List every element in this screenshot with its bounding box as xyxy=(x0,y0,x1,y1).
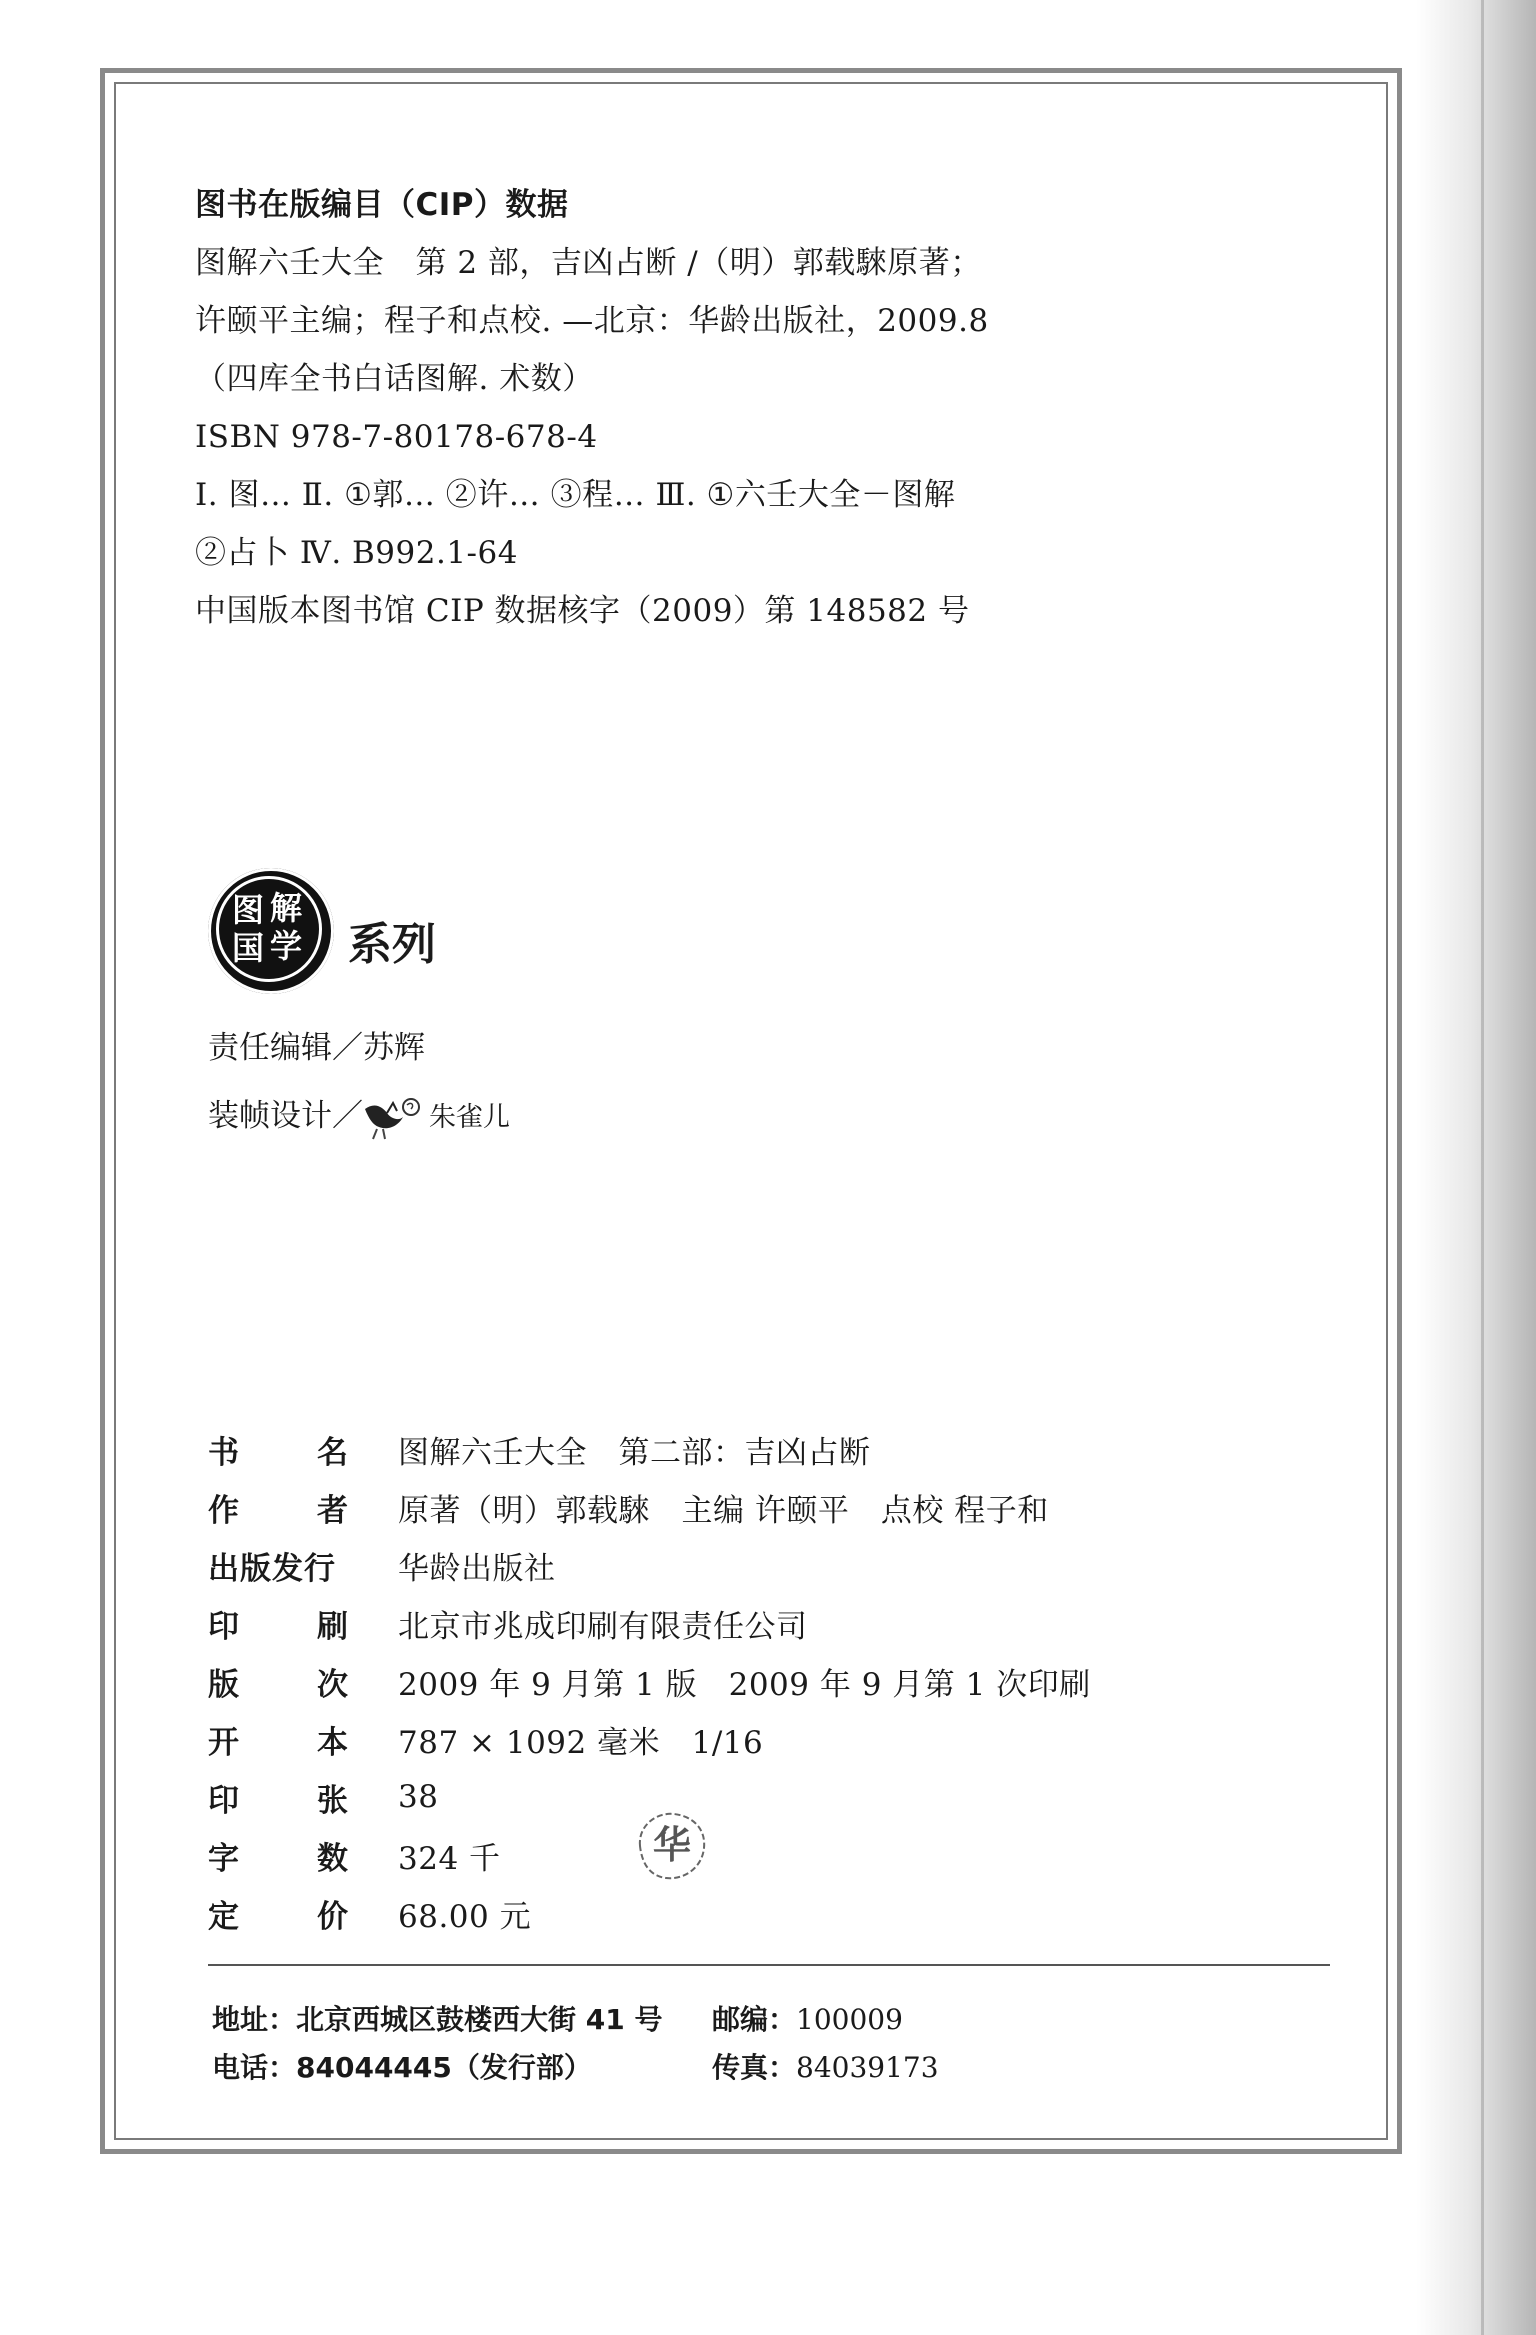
designer-prefix: 装帧设计／ xyxy=(208,1098,363,1134)
logo-char-1: 图 xyxy=(232,891,265,929)
cip-heading: 图书在版编目（CIP）数据 xyxy=(195,187,569,223)
info-value: 2009 年 9 月第 1 版 2009 年 9 月第 1 次印刷 xyxy=(398,1666,1091,1703)
svg-text:华: 华 xyxy=(652,1823,692,1867)
phone-value: 84044445（发行部） xyxy=(296,2051,592,2084)
cip-line-publisher: 许颐平主编；程子和点校. —北京：华龄出版社，2009.8 xyxy=(195,303,989,339)
info-value: 华龄出版社 xyxy=(398,1550,556,1587)
info-value: 68.00 元 xyxy=(398,1898,532,1935)
info-label: 版 次 xyxy=(208,1666,348,1703)
cip-line-title: 图解六壬大全 第 2 部，吉凶占断 /（明）郭载騋原著； xyxy=(195,245,982,281)
info-value: 图解六壬大全 第二部：吉凶占断 xyxy=(398,1434,871,1471)
address-label: 地址： xyxy=(212,2003,297,2036)
zip-line xyxy=(712,1998,903,2038)
info-label: 定 价 xyxy=(208,1898,348,1935)
cip-line-classification-2: ②占卜 Ⅳ. B992.1-64 xyxy=(195,535,518,571)
bird-logo-icon xyxy=(363,1095,429,1141)
info-label: 作 者 xyxy=(208,1492,348,1529)
fax-value: 84039173 xyxy=(796,2051,939,2084)
cip-line-isbn: ISBN 978-7-80178-678-4 xyxy=(195,419,598,455)
publisher-seal-icon xyxy=(622,1806,722,1886)
info-value: 38 xyxy=(398,1779,439,1815)
cip-line-classification: Ⅰ. 图… Ⅱ. ①郭… ②许… ③程… Ⅲ. ①六壬大全－图解 xyxy=(195,477,956,513)
phone-line xyxy=(212,2046,592,2086)
info-row-price xyxy=(208,1884,1091,1942)
info-value: 324 千 xyxy=(398,1840,501,1877)
info-value: 787 × 1092 毫米 1/16 xyxy=(398,1724,764,1761)
info-value: 北京市兆成印刷有限责任公司 xyxy=(398,1608,808,1645)
cip-line-series: （四库全书白话图解. 术数） xyxy=(195,361,594,397)
page-edge-line xyxy=(1481,0,1484,2335)
logo-char-4: 学 xyxy=(270,927,303,965)
fax-line xyxy=(712,2046,939,2086)
page-edge-shadow xyxy=(1416,0,1536,2335)
info-value: 原著（明）郭载騋 主编 许颐平 点校 程子和 xyxy=(398,1492,1049,1529)
info-label: 印 刷 xyxy=(208,1608,348,1645)
logo-char-2: 解 xyxy=(270,889,303,927)
info-row-publisher xyxy=(208,1536,1091,1594)
info-label: 字 数 xyxy=(208,1840,348,1877)
series-label: 系列 xyxy=(348,919,436,970)
fax-label: 传真： xyxy=(712,2051,797,2084)
designer-credit xyxy=(208,1090,510,1141)
phone-label: 电话： xyxy=(212,2051,297,2084)
zip-value: 100009 xyxy=(796,2003,903,2036)
cip-data-block xyxy=(195,176,989,640)
info-row-format xyxy=(208,1710,1091,1768)
info-label: 开 本 xyxy=(208,1724,348,1761)
cip-line-cip-number: 中国版本图书馆 CIP 数据核字（2009）第 148582 号 xyxy=(195,593,970,629)
info-label: 印 张 xyxy=(208,1782,348,1819)
info-row-author xyxy=(208,1478,1091,1536)
logo-char-3: 国 xyxy=(232,929,265,967)
designer-name: 朱雀儿 xyxy=(429,1102,510,1133)
address-line xyxy=(212,1998,662,2038)
address-value: 北京西城区鼓楼西大街 41 号 xyxy=(296,2003,663,2036)
info-row-printer xyxy=(208,1594,1091,1652)
info-row-title xyxy=(208,1420,1091,1478)
info-label: 书 名 xyxy=(208,1434,348,1471)
info-label: 出版发行 xyxy=(208,1550,336,1587)
editor-credit: 责任编辑／苏辉 xyxy=(208,1030,425,1066)
info-row-edition xyxy=(208,1652,1091,1710)
zip-label: 邮编： xyxy=(712,2003,797,2036)
footer-divider xyxy=(208,1964,1330,1966)
